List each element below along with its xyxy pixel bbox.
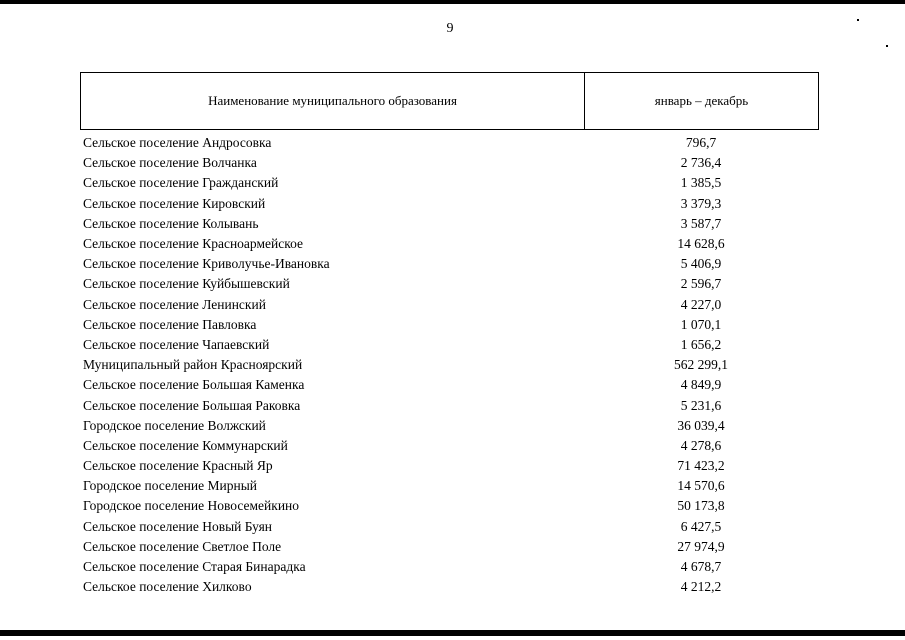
municipality-name: Сельское поселение Большая Раковка bbox=[83, 397, 301, 413]
period-value: 1 070,1 bbox=[680, 316, 722, 332]
period-value: 4 278,6 bbox=[680, 437, 722, 453]
header-name-column: Наименование муниципального образования bbox=[81, 73, 585, 129]
municipality-name: Сельское поселение Волчанка bbox=[83, 155, 257, 171]
period-value: 50 173,8 bbox=[677, 498, 725, 514]
table-body bbox=[80, 133, 819, 597]
table-row bbox=[80, 335, 819, 355]
period-value: 71 423,2 bbox=[677, 458, 725, 474]
municipality-name: Сельское поселение Старая Бинарадка bbox=[83, 559, 306, 575]
table-row bbox=[80, 133, 819, 153]
bottom-scan-border bbox=[0, 630, 905, 636]
municipality-name: Сельское поселение Светлое Поле bbox=[83, 538, 282, 554]
table-row bbox=[80, 395, 819, 415]
period-value: 4 227,0 bbox=[680, 296, 722, 312]
table-row bbox=[80, 557, 819, 577]
table-row bbox=[80, 315, 819, 335]
table-row bbox=[80, 476, 819, 496]
top-scan-border bbox=[0, 0, 905, 4]
table-row bbox=[80, 375, 819, 395]
table-row bbox=[80, 416, 819, 436]
municipality-name: Сельское поселение Криволучье-Ивановка bbox=[83, 256, 330, 272]
table-row bbox=[80, 274, 819, 294]
period-value: 5 406,9 bbox=[680, 256, 722, 272]
municipality-name: Городское поселение Новосемейкино bbox=[83, 498, 300, 514]
table-row bbox=[80, 456, 819, 476]
table-row bbox=[80, 496, 819, 516]
period-value: 5 231,6 bbox=[680, 397, 722, 413]
table-row bbox=[80, 194, 819, 214]
period-value: 27 974,9 bbox=[677, 538, 725, 554]
municipality-name: Сельское поселение Большая Каменка bbox=[83, 377, 305, 393]
period-value: 4 678,7 bbox=[680, 559, 722, 575]
period-value: 2 596,7 bbox=[680, 276, 722, 292]
period-value: 1 656,2 bbox=[680, 336, 722, 352]
table-row bbox=[80, 436, 819, 456]
municipality-name: Сельское поселение Андросовка bbox=[83, 135, 272, 151]
table-row bbox=[80, 254, 819, 274]
table-row bbox=[80, 537, 819, 557]
table-row bbox=[80, 214, 819, 234]
table-header bbox=[80, 72, 819, 130]
table-row bbox=[80, 577, 819, 597]
table-row bbox=[80, 234, 819, 254]
table-row bbox=[80, 153, 819, 173]
period-value: 3 587,7 bbox=[680, 215, 722, 231]
period-value: 14 628,6 bbox=[677, 236, 725, 252]
municipality-name: Городское поселение Волжский bbox=[83, 417, 266, 433]
municipality-name: Сельское поселение Ленинский bbox=[83, 296, 266, 312]
period-value: 1 385,5 bbox=[680, 175, 722, 191]
municipality-name: Сельское поселение Чапаевский bbox=[83, 336, 270, 352]
scan-speck bbox=[857, 19, 859, 21]
municipality-name: Сельское поселение Куйбышевский bbox=[83, 276, 290, 292]
table-row bbox=[80, 295, 819, 315]
period-value: 4 212,2 bbox=[680, 579, 722, 595]
municipality-name: Сельское поселение Хилково bbox=[83, 579, 252, 595]
municipality-name: Сельское поселение Гражданский bbox=[83, 175, 279, 191]
municipality-name: Сельское поселение Кировский bbox=[83, 195, 266, 211]
municipality-name: Сельское поселение Колывань bbox=[83, 215, 259, 231]
municipality-name: Сельское поселение Коммунарский bbox=[83, 437, 288, 453]
period-value: 6 427,5 bbox=[680, 518, 722, 534]
period-value: 3 379,3 bbox=[680, 195, 722, 211]
municipality-name: Сельское поселение Красноармейское bbox=[83, 236, 303, 252]
period-value: 562 299,1 bbox=[674, 357, 728, 373]
municipality-name: Сельское поселение Новый Буян bbox=[83, 518, 273, 534]
municipality-name: Городское поселение Мирный bbox=[83, 478, 257, 494]
period-value: 796,7 bbox=[685, 135, 717, 151]
municipality-name: Сельское поселение Павловка bbox=[83, 316, 257, 332]
table-row bbox=[80, 355, 819, 375]
period-value: 4 849,9 bbox=[680, 377, 722, 393]
period-value: 36 039,4 bbox=[677, 417, 725, 433]
scan-speck bbox=[886, 45, 888, 47]
table-row bbox=[80, 517, 819, 537]
header-period-column: январь – декабрь bbox=[654, 93, 749, 108]
page-number: 9 bbox=[446, 21, 454, 36]
municipality-name: Сельское поселение Красный Яр bbox=[83, 458, 273, 474]
municipality-name: Муниципальный район Красноярский bbox=[83, 357, 303, 373]
period-value: 2 736,4 bbox=[680, 155, 722, 171]
period-value: 14 570,6 bbox=[677, 478, 725, 494]
table-row bbox=[80, 173, 819, 193]
